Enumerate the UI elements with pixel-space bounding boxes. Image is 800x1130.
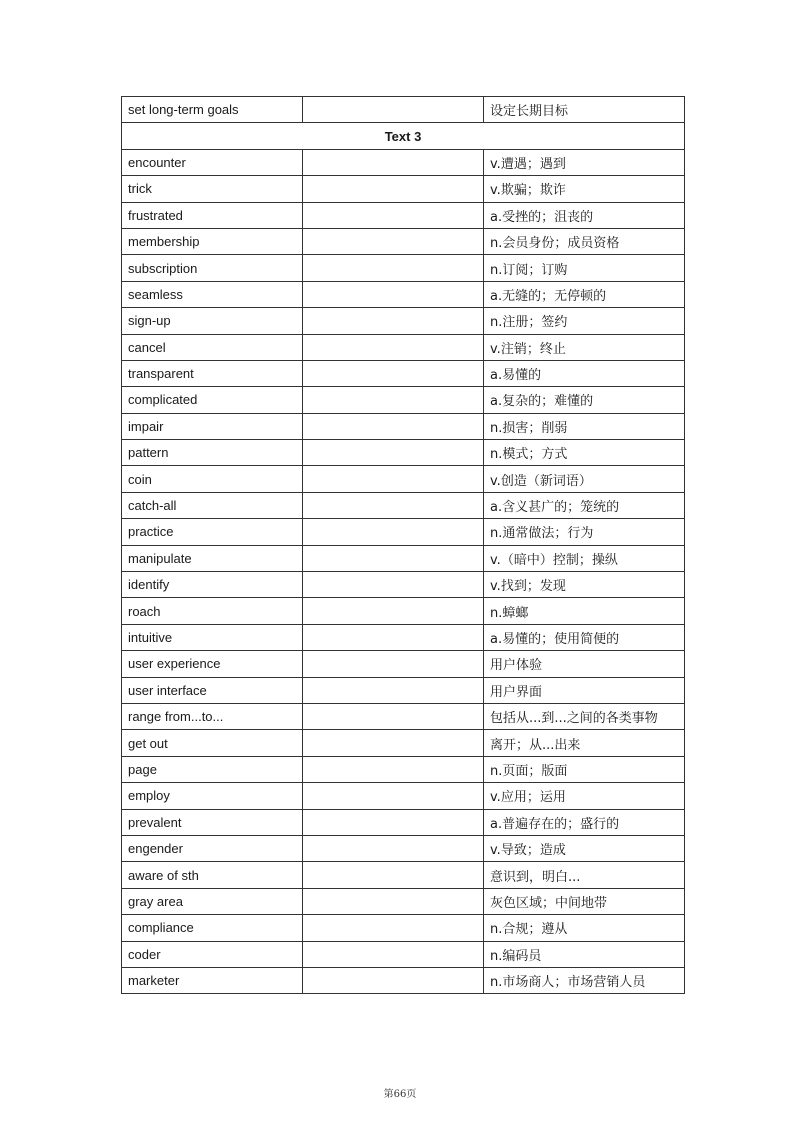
word-cell: sign-up [122,308,303,334]
table-row [122,492,685,518]
table-row [122,730,685,756]
table-row [122,176,685,202]
blank-answer-cell [303,492,484,518]
definition-cell: v.欺骗；欺诈 [484,176,685,202]
word-cell: employ [122,783,303,809]
definition-cell: a.易懂的 [484,360,685,386]
word-cell: manipulate [122,545,303,571]
table-row [122,756,685,782]
word-cell: range from...to... [122,703,303,729]
definition-cell: a.受挫的；沮丧的 [484,202,685,228]
table-row [122,624,685,650]
table-row [122,888,685,914]
blank-answer-cell [303,703,484,729]
blank-answer-cell [303,255,484,281]
blank-answer-cell [303,308,484,334]
word-cell: prevalent [122,809,303,835]
word-cell: user interface [122,677,303,703]
blank-answer-cell [303,888,484,914]
word-cell: complicated [122,387,303,413]
blank-answer-cell [303,97,484,123]
table-row [122,915,685,941]
word-cell: compliance [122,915,303,941]
blank-answer-cell [303,835,484,861]
word-cell: coder [122,941,303,967]
table-row [122,677,685,703]
blank-answer-cell [303,730,484,756]
definition-cell: a.普遍存在的；盛行的 [484,809,685,835]
word-cell: impair [122,413,303,439]
table-row [122,651,685,677]
word-cell: encounter [122,149,303,175]
definition-cell: v.注销；终止 [484,334,685,360]
blank-answer-cell [303,387,484,413]
table-row [122,572,685,598]
word-cell: coin [122,466,303,492]
table-row [122,809,685,835]
definition-cell: v.创造（新词语） [484,466,685,492]
definition-cell: 灰色区域；中间地带 [484,888,685,914]
table-row [122,835,685,861]
table-row [122,387,685,413]
definition-cell: n.合规；遵从 [484,915,685,941]
blank-answer-cell [303,545,484,571]
table-row [122,941,685,967]
definition-cell: v.导致；造成 [484,835,685,861]
table-row [122,281,685,307]
blank-answer-cell [303,756,484,782]
vocabulary-table [121,96,685,994]
blank-answer-cell [303,202,484,228]
definition-cell: 设定长期目标 [484,97,685,123]
blank-answer-cell [303,651,484,677]
definition-cell: n.编码员 [484,941,685,967]
table-row [122,466,685,492]
page-number: 第66页 [383,1089,417,1100]
word-cell: intuitive [122,624,303,650]
blank-answer-cell [303,967,484,993]
word-cell: page [122,756,303,782]
blank-answer-cell [303,440,484,466]
word-cell: transparent [122,360,303,386]
definition-cell: a.含义甚广的；笼统的 [484,492,685,518]
definition-cell: 用户体验 [484,651,685,677]
definition-cell: a.易懂的；使用简便的 [484,624,685,650]
table-row [122,862,685,888]
blank-answer-cell [303,598,484,624]
section-title: Text 3 [122,123,685,149]
word-cell: frustrated [122,202,303,228]
table-row [122,255,685,281]
blank-answer-cell [303,941,484,967]
table-row [122,308,685,334]
table-row [122,519,685,545]
blank-answer-cell [303,281,484,307]
table-row [122,598,685,624]
word-cell: practice [122,519,303,545]
blank-answer-cell [303,809,484,835]
table-row [122,228,685,254]
blank-answer-cell [303,572,484,598]
word-cell: roach [122,598,303,624]
definition-cell: n.注册；签约 [484,308,685,334]
section-header-row [122,123,685,149]
word-cell: identify [122,572,303,598]
definition-cell: v.应用；运用 [484,783,685,809]
table-row [122,783,685,809]
definition-cell: a.无缝的；无停顿的 [484,281,685,307]
blank-answer-cell [303,677,484,703]
table-row [122,440,685,466]
table-row [122,413,685,439]
blank-answer-cell [303,360,484,386]
definition-cell: 意识到，明白... [484,862,685,888]
table-row [122,202,685,228]
definition-cell: a.复杂的；难懂的 [484,387,685,413]
word-cell: aware of sth [122,862,303,888]
definition-cell: n.订阅；订购 [484,255,685,281]
table-row [122,149,685,175]
definition-cell: v.找到；发现 [484,572,685,598]
word-cell: engender [122,835,303,861]
blank-answer-cell [303,413,484,439]
vocabulary-table-body [122,97,685,994]
definition-cell: 用户界面 [484,677,685,703]
blank-answer-cell [303,915,484,941]
definition-cell: n.蟑螂 [484,598,685,624]
definition-cell: n.模式；方式 [484,440,685,466]
table-row [122,545,685,571]
definition-cell: 包括从...到...之间的各类事物 [484,703,685,729]
word-cell: set long-term goals [122,97,303,123]
word-cell: catch-all [122,492,303,518]
word-cell: get out [122,730,303,756]
definition-cell: v.遭遇；遇到 [484,149,685,175]
blank-answer-cell [303,862,484,888]
table-row [122,97,685,123]
word-cell: seamless [122,281,303,307]
definition-cell: n.通常做法；行为 [484,519,685,545]
table-row [122,967,685,993]
blank-answer-cell [303,466,484,492]
word-cell: pattern [122,440,303,466]
blank-answer-cell [303,783,484,809]
blank-answer-cell [303,334,484,360]
definition-cell: 离开；从...出来 [484,730,685,756]
word-cell: cancel [122,334,303,360]
table-row [122,703,685,729]
definition-cell: v.（暗中）控制；操纵 [484,545,685,571]
definition-cell: n.市场商人；市场营销人员 [484,967,685,993]
word-cell: membership [122,228,303,254]
blank-answer-cell [303,624,484,650]
blank-answer-cell [303,176,484,202]
table-row [122,334,685,360]
table-row [122,360,685,386]
definition-cell: n.损害；削弱 [484,413,685,439]
blank-answer-cell [303,519,484,545]
definition-cell: n.页面；版面 [484,756,685,782]
definition-cell: n.会员身份；成员资格 [484,228,685,254]
blank-answer-cell [303,149,484,175]
word-cell: user experience [122,651,303,677]
blank-answer-cell [303,228,484,254]
word-cell: subscription [122,255,303,281]
word-cell: trick [122,176,303,202]
word-cell: marketer [122,967,303,993]
word-cell: gray area [122,888,303,914]
